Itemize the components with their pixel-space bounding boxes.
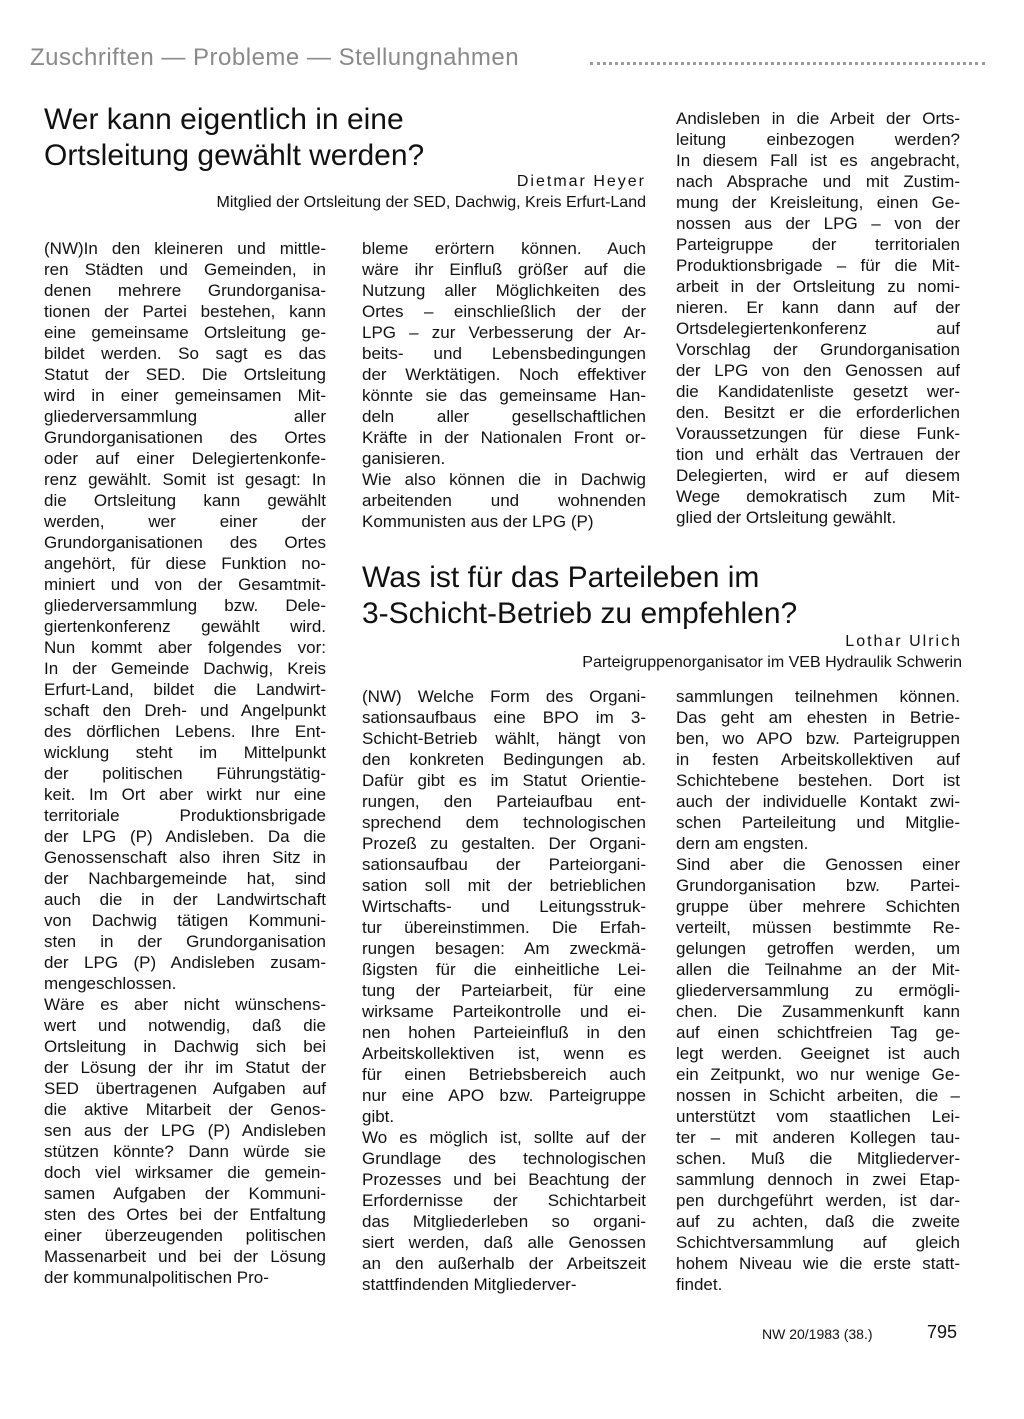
text-line: deln aller gesellschaftlichen [362, 407, 646, 426]
text-line: auch die in der Landwirtschaft [44, 890, 326, 909]
text-line: rungen, den Parteiaufbau ent- [362, 792, 646, 811]
text-line: Wo es möglich ist, sollte auf der [362, 1128, 646, 1147]
text-line: tion und erhält das Vertrauen der [676, 445, 960, 464]
text-line: wäre ihr Einfluß größer auf die [362, 260, 646, 279]
text-line: Dafür gibt es im Statut Orientie- [362, 771, 646, 790]
text-line: Erfordernisse der Schichtarbeit [362, 1191, 646, 1210]
text-line: SED übertragenen Aufgaben auf [44, 1079, 326, 1098]
article2-affiliation: Parteigruppenorganisator im VEB Hydraulik Schwerin [582, 654, 962, 671]
text-line: bildet werden. So sagt es das [44, 344, 326, 363]
text-line: gliederversammlung zu ermögli- [676, 981, 960, 1000]
text-line: tur übereinstimmen. Die Erfah- [362, 918, 646, 937]
text-line: LPG – zur Verbesserung der Ar- [362, 323, 646, 342]
text-line: Schicht-Betrieb wählt, hängt von [362, 729, 646, 748]
text-line: Kommunisten aus der LPG (P) [362, 512, 594, 531]
text-line: Andisleben in die Arbeit der Orts- [676, 109, 960, 128]
text-line: sten in der Grundorganisation [44, 932, 326, 951]
text-line: leitung einbezogen werden? [676, 130, 960, 149]
article1-affiliation: Mitglied der Ortsleitung der SED, Dachwig, Kreis Erfurt-Land [216, 194, 646, 211]
text-line: Grundorganisationen des Ortes [44, 428, 326, 447]
article1-title-line: Ortsleitung gewählt werden? [44, 139, 425, 172]
text-line: Vorschlag der Grundorganisation [676, 340, 960, 359]
text-line: schaft den Dreh- und Angelpunkt [44, 701, 326, 720]
text-line: angehört, für diese Funktion no- [44, 554, 326, 573]
text-line: gliederversammlung aller [44, 407, 326, 426]
text-line: ter – mit anderen Kollegen tau- [676, 1128, 960, 1147]
article1-title-line: Wer kann eigentlich in eine [44, 103, 404, 136]
text-line: glied der Ortsleitung gewählt. [676, 508, 897, 527]
text-line: Grundlage des technologischen [362, 1149, 646, 1168]
text-line: Massenarbeit und bei der Lösung [44, 1247, 326, 1266]
text-line: werden, wer einer der [44, 512, 326, 531]
text-line: findet. [676, 1275, 723, 1294]
text-line: Genossenschaft also ihren Sitz in [44, 848, 326, 867]
text-line: chen. Die Zusammenkunft kann [676, 1002, 960, 1021]
text-line: Delegierten, wird er auf diesem [676, 466, 960, 485]
text-line: schen Parteileitung und Mitglie- [676, 813, 960, 832]
text-line: beits- und Lebensbedingungen [362, 344, 646, 363]
text-line: wert und notwendig, daß die [44, 1016, 326, 1035]
text-line: sten des Ortes bei der Entfaltung [44, 1205, 326, 1224]
text-line: rungen besagen: Am zweckmä- [362, 939, 646, 958]
text-line: Nutzung aller Möglichkeiten des [362, 281, 646, 300]
text-line: pen durchgeführt werden, ist dar- [676, 1191, 960, 1210]
text-line: für einen Betriebsbereich auch [362, 1065, 646, 1084]
text-line: gliederversammlung bzw. Dele- [44, 596, 326, 615]
text-line: der Lösung der ihr im Statut der [44, 1058, 326, 1077]
text-line: nach Absprache und mit Zustim- [676, 172, 960, 191]
text-line: bleme erörtern können. Auch [362, 239, 646, 258]
text-line: oder auf einer Delegiertenkonfe- [44, 449, 326, 468]
text-line: arbeit in der Ortsleitung zu nomi- [676, 277, 960, 296]
text-line: samen Aufgaben der Kommuni- [44, 1184, 326, 1203]
text-line: gelungen getroffen werden, um [676, 939, 960, 958]
text-line: der LPG von den Genossen auf [676, 361, 960, 380]
text-line: miniert und von der Gesamtmit- [44, 575, 326, 594]
text-line: In diesem Fall ist es angebracht, [676, 151, 960, 170]
text-line: nossen aus der LPG – von der [676, 214, 960, 233]
text-line: Kräfte in der Nationalen Front or- [362, 428, 646, 447]
text-line: Nun kommt aber folgendes vor: [44, 638, 326, 657]
text-line: der Werktätigen. Noch effektiver [362, 365, 646, 384]
text-line: territoriale Produktionsbrigade [44, 806, 326, 825]
text-line: Wege demokratisch zum Mit- [676, 487, 960, 506]
text-line: der Nachbargemeinde hat, sind [44, 869, 326, 888]
text-line: auch der individuelle Kontakt zwi- [676, 792, 960, 811]
article2-author: Lothar Ulrich [845, 633, 962, 650]
text-line: doch viel wirksamer die gemein- [44, 1163, 326, 1182]
text-line: die Ortsleitung kann gewählt [44, 491, 326, 510]
text-line: hohem Niveau wie die erste statt- [676, 1254, 960, 1273]
text-line: schen. Muß die Mitgliederver- [676, 1149, 960, 1168]
article2-column-3 [676, 686, 960, 1295]
text-line: stützen könnte? Dann würde sie [44, 1142, 326, 1161]
text-line: giertenkonferenz gewählt wird. [44, 617, 326, 636]
text-line: (NW)In den kleineren und mittle- [44, 239, 326, 258]
text-line: nieren. Er kann dann auf der [676, 298, 960, 317]
text-line: nen hohen Parteieinfluß in den [362, 1023, 646, 1042]
text-line: sen aus der LPG (P) Andisleben [44, 1121, 326, 1140]
text-line: ein Zeitpunkt, wo nur wenige Ge- [676, 1065, 960, 1084]
text-line: renz gewählt. Somit ist gesagt: In [44, 470, 326, 489]
section-header [30, 44, 990, 80]
text-line: des dörflichen Lebens. Ihre Ent- [44, 722, 326, 741]
text-line: den konkreten Bedingungen ab. [362, 750, 646, 769]
text-line: allen die Teilnahme an der Mit- [676, 960, 960, 979]
text-line: tung der Parteiarbeit, für eine [362, 981, 646, 1000]
text-line: sationsaufbau der Parteiorgani- [362, 855, 646, 874]
page-number: 795 [927, 1322, 958, 1342]
text-line: Voraussetzungen für diese Funk- [676, 424, 960, 443]
text-line: unterstützt vom staatlichen Lei- [676, 1107, 960, 1126]
text-line: Grundorganisationen des Ortes [44, 533, 326, 552]
text-line: der LPG (P) Andisleben. Da die [44, 827, 326, 846]
article2-column-2 [362, 686, 646, 1295]
header-dotted-rule [590, 62, 985, 65]
text-line: gruppe über mehrere Schichten [676, 897, 960, 916]
text-line: sprechend dem technologischen [362, 813, 646, 832]
text-line: denen mehrere Grundorganisa- [44, 281, 326, 300]
text-line: gibt. [362, 1107, 395, 1126]
text-line: von Dachwig tätigen Kommuni- [44, 911, 326, 930]
section-header-title: Zuschriften — Probleme — Stellungnahmen [30, 44, 520, 71]
text-line: sationsaufbaus eine BPO im 3- [362, 708, 646, 727]
text-line: ren Städten und Gemeinden, in [44, 260, 326, 279]
text-line: auf einen schichtfreien Tag ge- [676, 1023, 960, 1042]
text-line: mung der Kreisleitung, einen Ge- [676, 193, 960, 212]
text-line: Wäre es aber nicht wünschens- [44, 995, 326, 1014]
article1-column-2 [362, 238, 646, 532]
issue-number: NW 20/1983 (38.) [762, 1326, 873, 1342]
article1-column-1 [44, 238, 326, 1288]
text-line: Schichtebene bestehen. Dort ist [676, 771, 960, 790]
text-line: Parteigruppe der territorialen [676, 235, 960, 254]
text-line: Wirtschafts- und Leitungsstruk- [362, 897, 646, 916]
text-line: ßigsten für die einheitliche Lei- [362, 960, 646, 979]
text-line: wirksame Parteikontrolle und ei- [362, 1002, 646, 1021]
text-line: mengeschlossen. [44, 974, 177, 993]
text-line: Arbeitskollektiven ist, wenn es [362, 1044, 646, 1063]
text-line: könnte sie das gemeinsame Han- [362, 386, 646, 405]
text-line: sation soll mit der betrieblichen [362, 876, 646, 895]
text-line: arbeitenden und wohnenden [362, 491, 646, 510]
text-line: Statut der SED. Die Ortsleitung [44, 365, 326, 384]
text-line: Das geht am ehesten in Betrie- [676, 708, 960, 727]
text-line: die aktive Mitarbeit der Genos- [44, 1100, 326, 1119]
article2-title [362, 560, 797, 632]
text-line: Prozeß zu gestalten. Der Organi- [362, 834, 646, 853]
article1-column-3 [676, 108, 960, 528]
text-line: an den außerhalb der Arbeitszeit [362, 1254, 646, 1273]
text-line: stattfindenden Mitgliederver- [362, 1275, 577, 1294]
text-line: sammlungen teilnehmen können. [676, 687, 960, 706]
text-line: der LPG (P) Andisleben zusam- [44, 953, 326, 972]
article2-title-line: Was ist für das Parteileben im [362, 561, 760, 594]
text-line: Produktionsbrigade – für die Mit- [676, 256, 960, 275]
text-line: siert werden, daß alle Genossen [362, 1233, 646, 1252]
text-line: den. Besitzt er die erforderlichen [676, 403, 960, 422]
text-line: eine gemeinsame Ortsleitung ge- [44, 323, 326, 342]
text-line: nur eine APO bzw. Parteigruppe [362, 1086, 646, 1105]
text-line: der kommunalpolitischen Pro- [44, 1268, 269, 1287]
text-line: ben, wo APO bzw. Parteigruppen [676, 729, 960, 748]
text-line: Ortsleitung in Dachwig sich bei [44, 1037, 326, 1056]
text-line: die Kandidatenliste gesetzt wer- [676, 382, 960, 401]
text-line: Erfurt-Land, bildet die Landwirt- [44, 680, 326, 699]
text-line: Sind aber die Genossen einer [676, 855, 960, 874]
text-line: Schichtversammlung auf gleich [676, 1233, 960, 1252]
text-line: Wie also können die in Dachwig [362, 470, 646, 489]
text-line: einer überzeugenden politischen [44, 1226, 326, 1245]
text-line: ganisieren. [362, 449, 446, 468]
text-line: Ortsdelegiertenkonferenz auf [676, 319, 960, 338]
text-line: wicklung steht im Mittelpunkt [44, 743, 326, 762]
text-line: in festen Arbeitskollektiven auf [676, 750, 960, 769]
text-line: der politischen Führungstätig- [44, 764, 326, 783]
text-line: verteilt, müssen bestimmte Re- [676, 918, 960, 937]
text-line: auf zu achten, daß die zweite [676, 1212, 960, 1231]
text-line: dern am engsten. [676, 834, 809, 853]
text-line: (NW) Welche Form des Organi- [362, 687, 646, 706]
text-line: das Mitgliederleben so organi- [362, 1212, 646, 1231]
text-line: wird in einer gemeinsamen Mit- [44, 386, 326, 405]
article1-title [44, 102, 424, 174]
article1-author: Dietmar Heyer [516, 173, 646, 190]
text-line: tionen der Partei bestehen, kann [44, 302, 326, 321]
text-line: In der Gemeinde Dachwig, Kreis [44, 659, 326, 678]
text-line: Grundorganisation bzw. Partei- [676, 876, 960, 895]
text-line: nossen in Schicht arbeiten, die – [676, 1086, 960, 1105]
text-line: keit. Im Ort aber wirkt nur eine [44, 785, 326, 804]
text-line: Ortes – einschließlich der der [362, 302, 646, 321]
text-line: legt werden. Geeignet ist auch [676, 1044, 960, 1063]
text-line: Prozesses und bei Beachtung der [362, 1170, 646, 1189]
article2-title-line: 3-Schicht-Betrieb zu empfehlen? [362, 597, 798, 630]
text-line: sammlung dennoch in zwei Etap- [676, 1170, 960, 1189]
